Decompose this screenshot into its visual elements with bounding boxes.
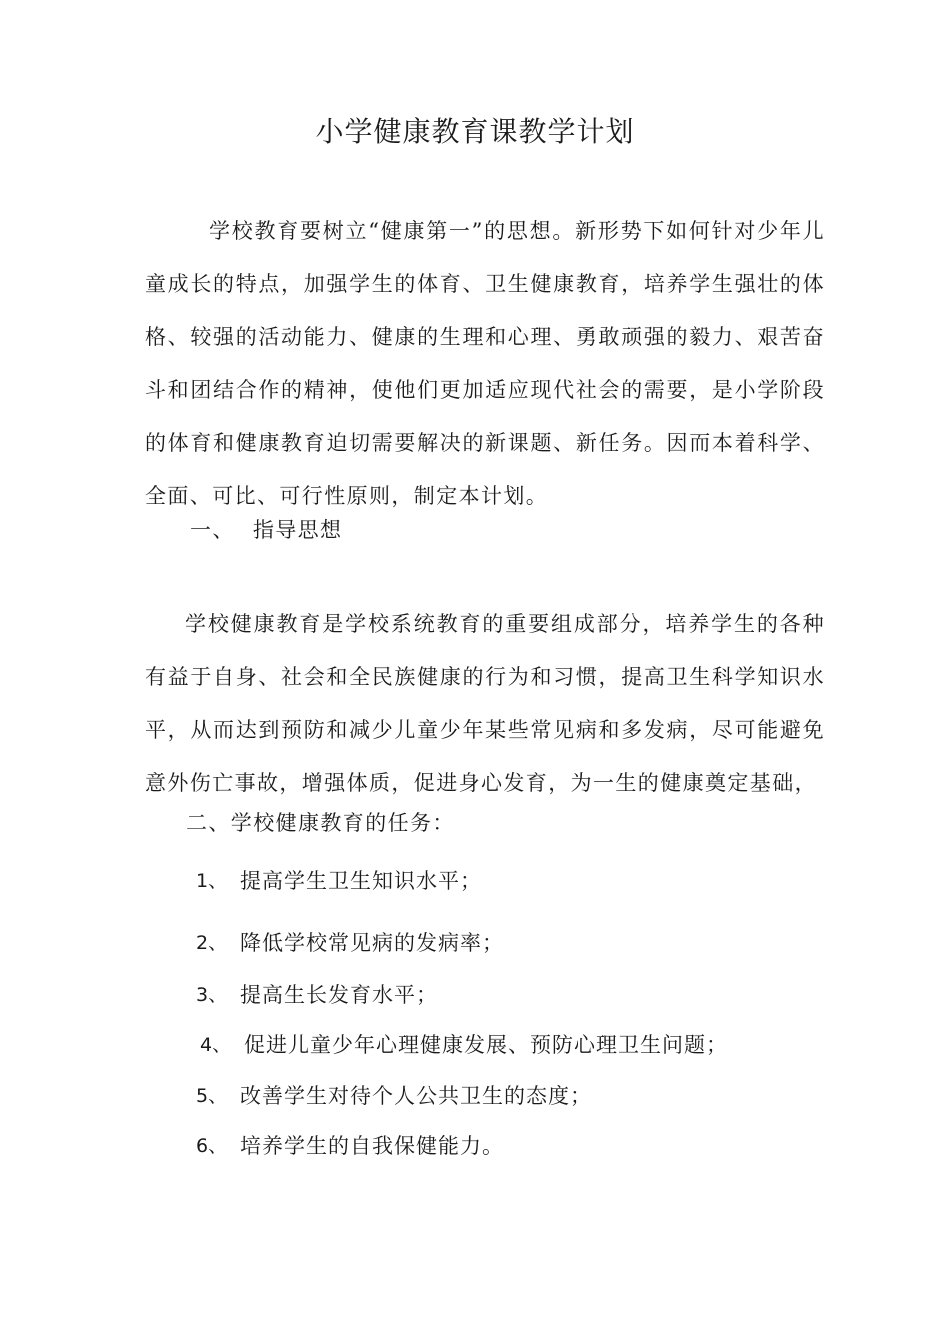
document-title: 小学健康教育课教学计划 [315,115,635,148]
task-text: 培养学生的自我保健能力。 [240,1134,504,1158]
task-number: 6、 [196,1135,228,1157]
section-1-number: 一、 [190,518,235,542]
task-text: 改善学生对待个人公共卫生的态度； [240,1084,592,1108]
task-number: 4、 [200,1034,232,1056]
section-1-body: 学校健康教育是学校系统教育的重要组成部分，培养学生的各种有益于自身、社会和全民族健康的行为和习惯，提高卫生科学知识水平，从而达到预防和减少儿童少年某些常见病和多发病，尽可能避免意外伤亡事故，增强体质，促进身心发育，为一生的健康奠定基础， [145,612,825,795]
task-item [0,1081,950,1111]
section-1-heading [190,515,342,545]
task-item [0,980,950,1010]
task-item [0,928,950,958]
task-item [0,866,950,896]
task-number: 5、 [196,1085,228,1107]
task-text: 降低学校常见病的发病率； [240,931,504,955]
task-number: 1、 [196,870,228,892]
section-1-title: 指导思想 [252,518,343,542]
intro-paragraph: 学校教育要树立“健康第一”的思想。新形势下如何针对少年儿童成长的特点，加强学生的体育、卫生健康教育，培养学生强壮的体格、较强的活动能力、健康的生理和心理、勇敢顽强的毅力、艰苦奋斗和团结合作的精神，使他们更加适应现代社会的需要，是小学阶段的体育和健康教育迫切需要解决的新课题、新任务。因而本着科学、全面、可比、可行性原则，制定本计划。 [145,219,825,508]
task-item [0,1030,950,1060]
task-text: 提高生长发育水平； [240,983,438,1007]
task-number: 2、 [196,932,228,954]
task-text: 提高学生卫生知识水平； [240,869,482,893]
task-text: 促进儿童少年心理健康发展、预防心理卫生问题； [244,1033,728,1057]
section-2-heading: 二、学校健康教育的任务： [186,811,455,835]
task-number: 3、 [196,984,228,1006]
task-item [0,1131,950,1161]
